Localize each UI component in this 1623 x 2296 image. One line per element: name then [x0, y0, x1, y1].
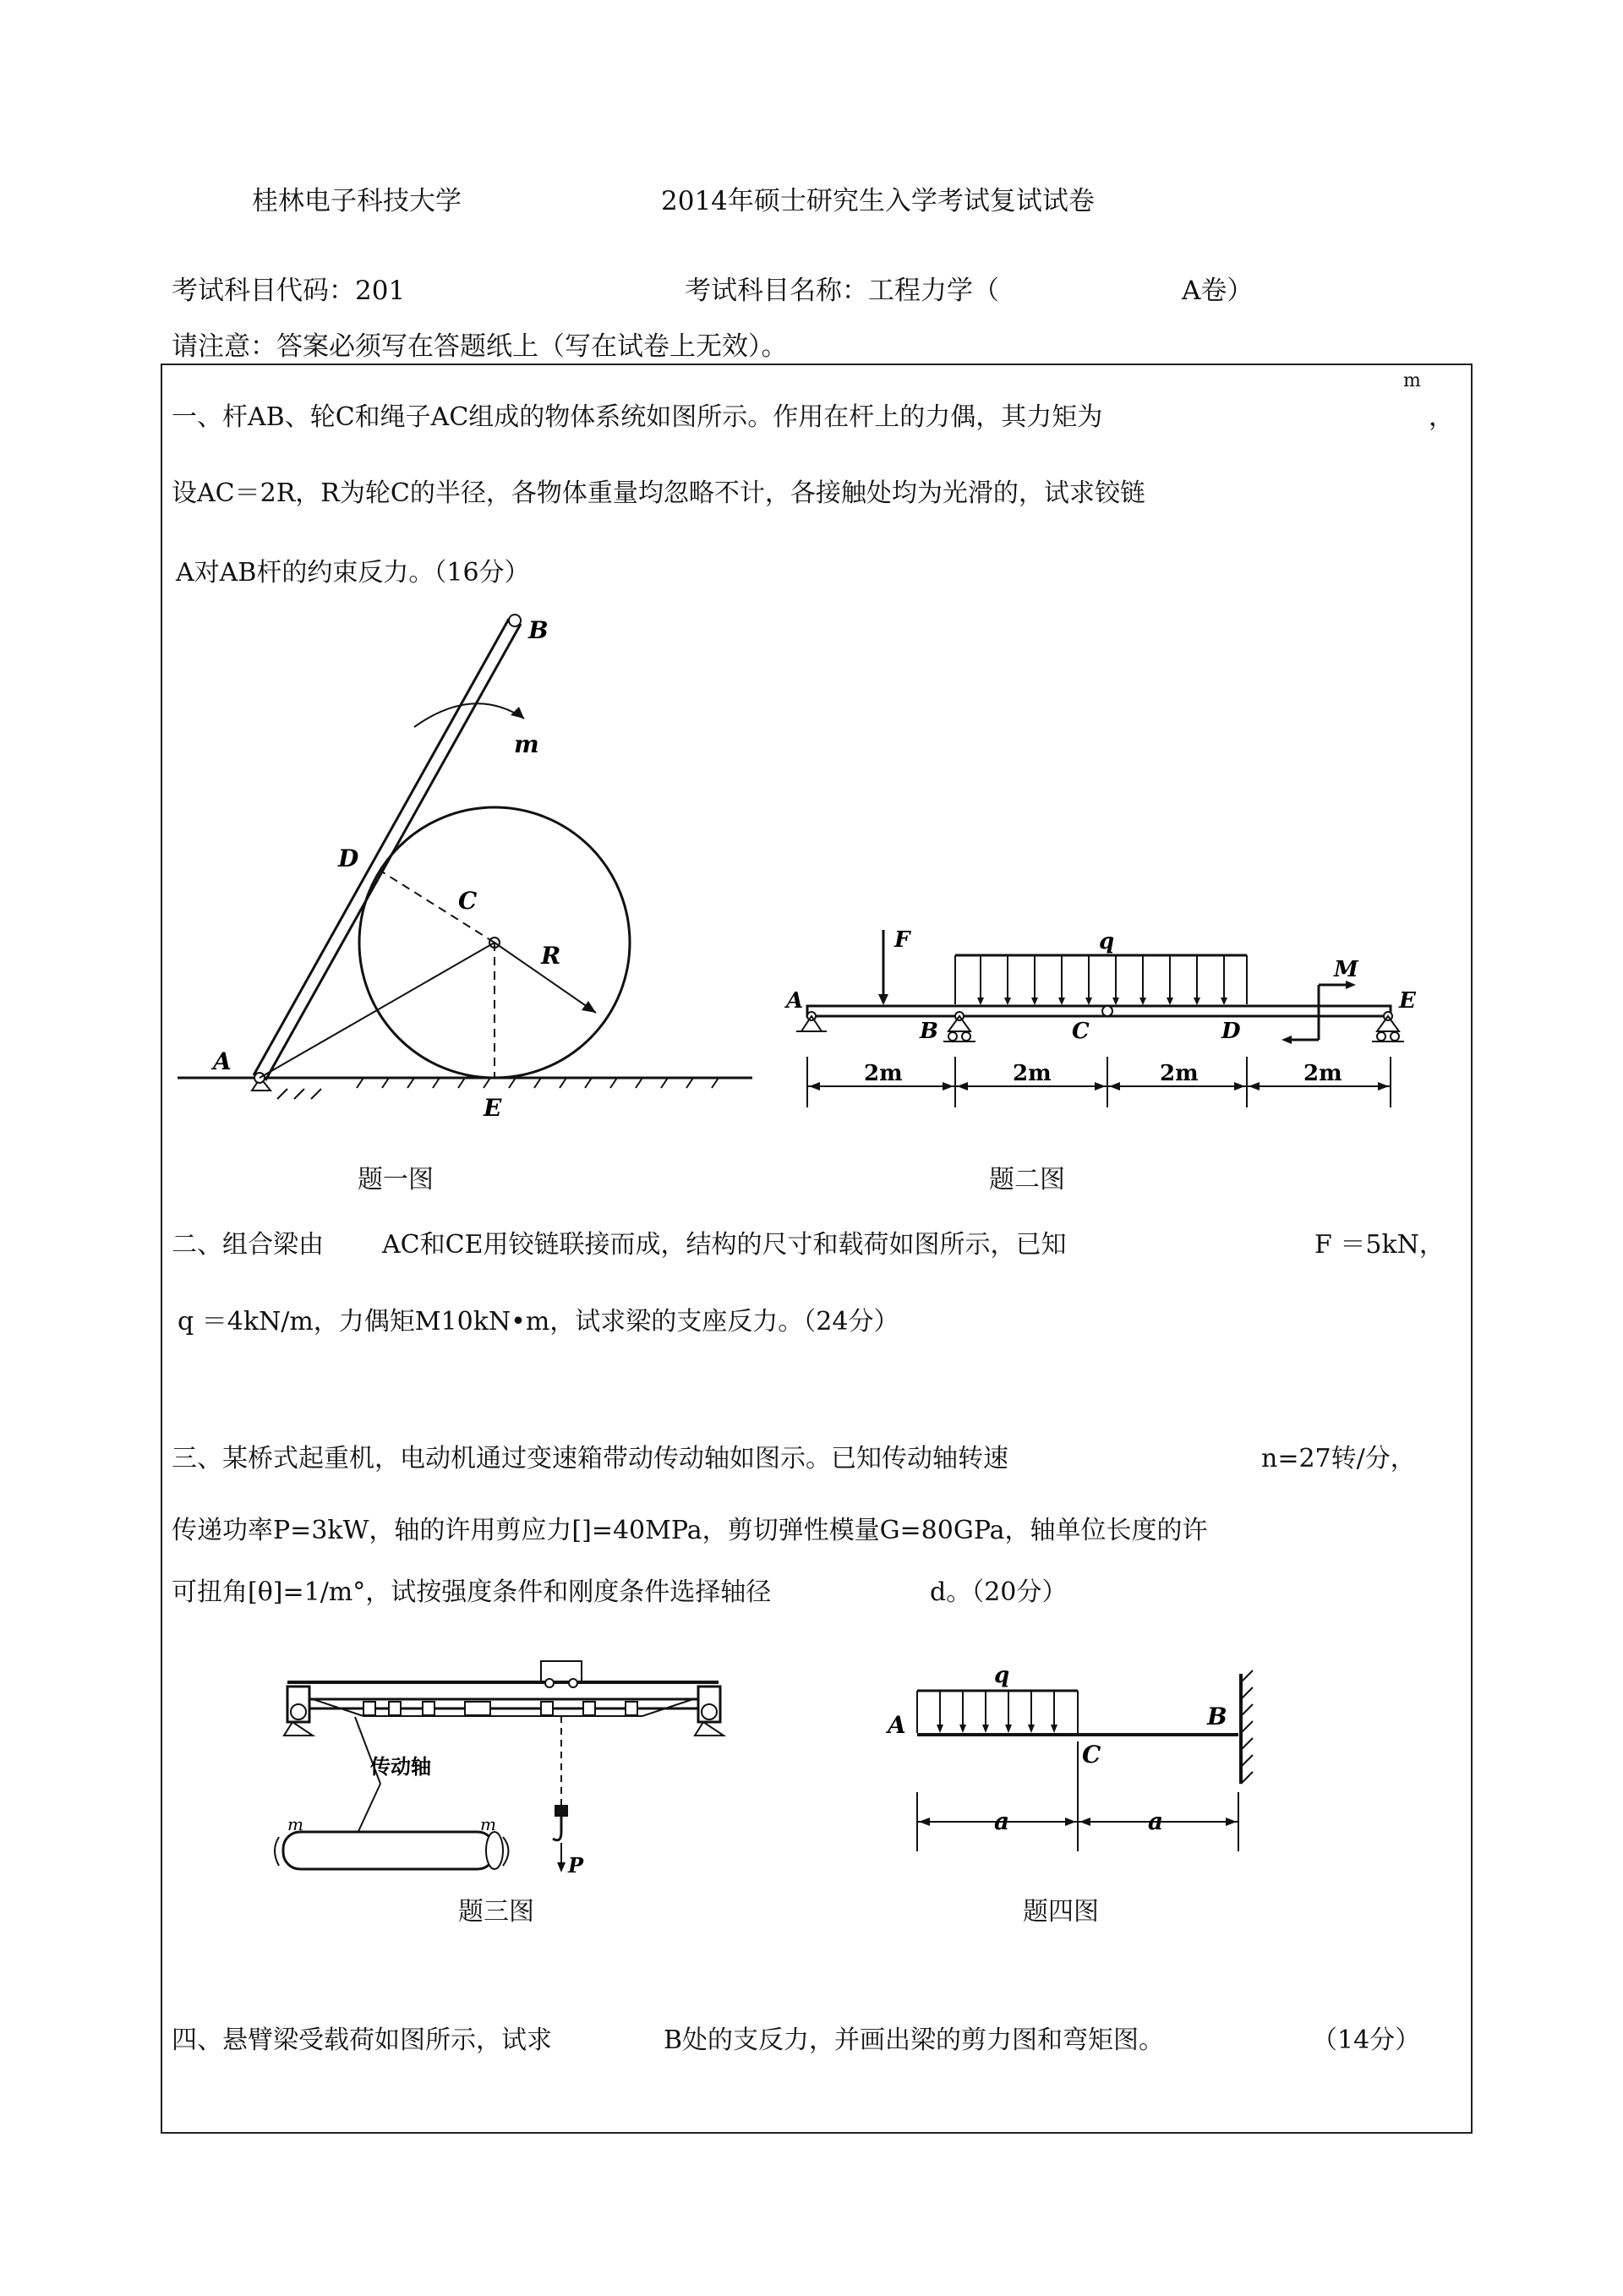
fig2-label-q: q [1099, 929, 1115, 954]
fig2-dim-2: 2m [1013, 1061, 1052, 1086]
paper-version: A卷） [1182, 276, 1254, 306]
q3-line3-a: 可扭角[θ]=1/m°，试按强度条件和刚度条件选择轴径 [172, 1577, 772, 1607]
q1-line1: 一、杆AB、轮C和绳子AC组成的物体系统如图所示。作用在杆上的力偶，其力矩为 [172, 402, 1103, 432]
fig1-label-E: E [484, 1094, 502, 1122]
q1-line3: A对AB杆的约束反力。（16分） [176, 558, 530, 588]
figure-4 [879, 1648, 1268, 1868]
q3-line1-a: 三、某桥式起重机，电动机通过变速箱带动传动轴如图示。已知传动轴转速 [172, 1444, 1008, 1473]
fig2-label-C: C [1072, 1019, 1090, 1044]
q4-line1-b: B处的支反力，并画出梁的剪力图和弯矩图。 [664, 2025, 1165, 2055]
fig3-label-m1: m [287, 1814, 303, 1834]
fig1-label-D: D [338, 845, 359, 872]
q3-line2: 传递功率P=3kW，轴的许用剪应力[]=40MPa，剪切弹性模量G=80GPa，轴单位长度的许 [172, 1516, 1208, 1545]
subject-name: 考试科目名称：工程力学（ [685, 276, 999, 306]
fig2-label-E: E [1399, 988, 1416, 1014]
figure-2 [778, 913, 1437, 1124]
fig3-label-m2: m [480, 1814, 496, 1834]
q1-comma: ， [1429, 402, 1454, 432]
fig1-label-C: C [458, 887, 478, 915]
fig2-label-A: A [786, 988, 804, 1014]
q2-line1-a: 二、组合梁由 [172, 1230, 324, 1260]
fig2-dim-3: 2m [1160, 1061, 1199, 1086]
fig4-label-q: q [994, 1663, 1010, 1688]
fig3-shaft-label: 传动轴 [370, 1754, 431, 1779]
fig2-label-F: F [894, 927, 910, 953]
subject-code: 考试科目代码：201 [172, 276, 406, 306]
q2-line1-b: AC和CE用铰链联接而成，结构的尺寸和载荷如图所示，已知 [382, 1230, 1067, 1260]
fig2-dim-1: 2m [864, 1061, 903, 1086]
fig1-label-B: B [528, 616, 549, 644]
fig4-label-C: C [1082, 1741, 1101, 1768]
exam-title: 2014年硕士研究生入学考试复试试卷 [661, 186, 1095, 216]
q4-line1-a: 四、悬臂梁受载荷如图所示，试求 [172, 2025, 552, 2055]
figure-3 [262, 1636, 735, 1889]
university-name: 桂林电子科技大学 [252, 186, 462, 216]
q3-line3-b: d。（20分） [930, 1577, 1068, 1607]
fig2-dim-4: 2m [1303, 1061, 1342, 1086]
fig1-label-A: A [213, 1047, 232, 1075]
q1-m-mark: m [1403, 370, 1421, 391]
figure-1 [169, 609, 778, 1133]
q1-line2: 设AC＝2R，R为轮C的半径，各物体重量均忽略不计，各接触处均为光滑的，试求铰链 [172, 478, 1145, 508]
q3-line1-b: n=27转/分， [1261, 1444, 1416, 1473]
q2-line1-c: F ＝5kN， [1314, 1230, 1445, 1260]
fig4-dim-a1: a [994, 1807, 1010, 1835]
fig4-label-B: B [1207, 1703, 1227, 1730]
fig2-label-D: D [1221, 1019, 1241, 1044]
fig1-caption: 题一图 [358, 1165, 434, 1194]
fig4-dim-a2: a [1148, 1807, 1164, 1835]
fig2-label-B: B [920, 1019, 938, 1044]
fig4-label-A: A [888, 1711, 906, 1739]
fig2-caption: 题二图 [989, 1165, 1065, 1194]
fig1-label-m: m [514, 730, 539, 758]
fig1-label-R: R [541, 942, 561, 970]
q2-line2: q ＝4kN/m，力偶矩M10kN•m，试求梁的支座反力。（24分） [178, 1307, 899, 1337]
fig3-caption: 题三图 [458, 1897, 534, 1927]
notice: 请注意：答案必须写在答题纸上（写在试卷上无效）。 [172, 331, 788, 362]
fig3-label-P: P [568, 1853, 584, 1878]
fig2-label-M: M [1334, 957, 1358, 982]
fig4-caption: 题四图 [1023, 1897, 1099, 1927]
q4-points: （14分） [1312, 2025, 1421, 2055]
